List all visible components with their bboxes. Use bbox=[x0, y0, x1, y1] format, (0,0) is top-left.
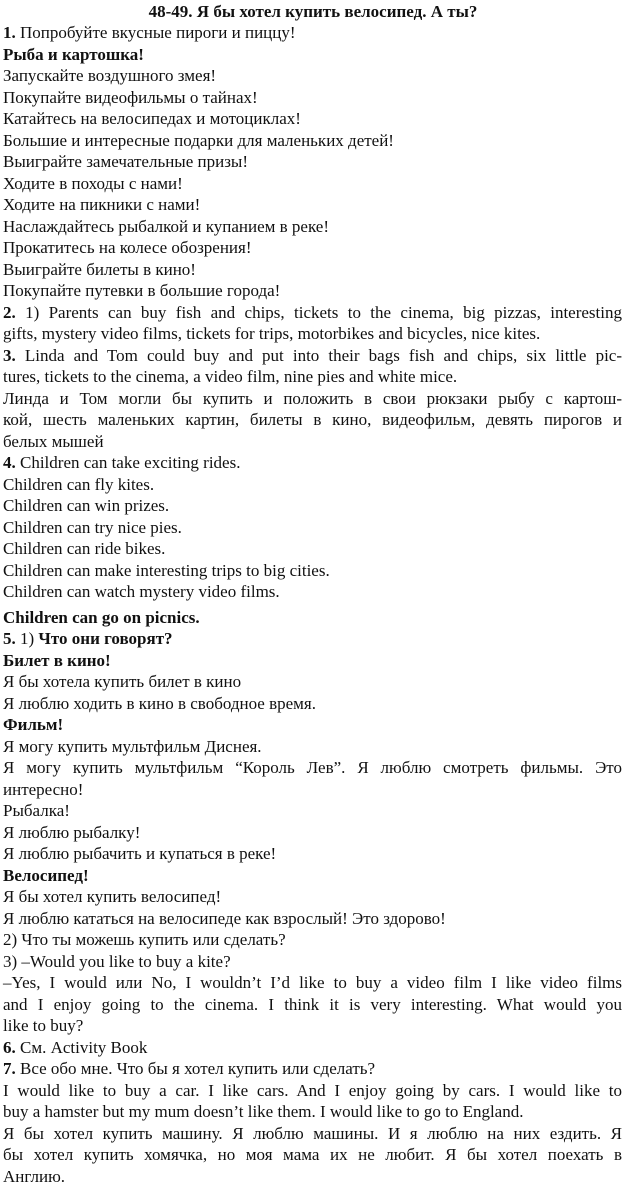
text-line bbox=[3, 757, 622, 779]
line-text: Англию. bbox=[3, 1167, 65, 1186]
text-line bbox=[3, 779, 622, 801]
text-line bbox=[3, 929, 622, 951]
line-text: Linda and Tom could buy and put into their bags fish and chips, six little pic- bbox=[16, 346, 622, 365]
line-text: кой, шесть маленьких картин, билеты в кино, видеофильм, девять пирогов и bbox=[3, 410, 622, 429]
text-line bbox=[3, 87, 622, 109]
bold-text: 2. bbox=[3, 303, 16, 322]
text-line bbox=[3, 1037, 622, 1059]
line-text: бы хотел купить хомячка, но моя мама их не любит. Я бы хотел поехать в bbox=[3, 1145, 622, 1164]
text-line bbox=[3, 1015, 622, 1037]
line-text: Я бы хотела купить билет в кино bbox=[3, 672, 241, 691]
line-text: Запускайте воздушного змея! bbox=[3, 66, 216, 85]
text-line bbox=[3, 736, 622, 758]
text-line bbox=[3, 822, 622, 844]
text-line bbox=[3, 388, 622, 410]
line-text: Children can take exciting rides. bbox=[16, 453, 241, 472]
text-line bbox=[3, 693, 622, 715]
bold-text: Children can go on picnics. bbox=[3, 608, 200, 627]
text-line bbox=[3, 452, 622, 474]
text-line bbox=[3, 865, 622, 887]
line-text: –Yes, I would или No, I wouldn’t I’d like to buy a video film I like video films bbox=[3, 973, 622, 992]
line-text: Я люблю рыбалку! bbox=[3, 823, 140, 842]
line-text: Я люблю ходить в кино в свободное время. bbox=[3, 694, 316, 713]
text-line bbox=[3, 538, 622, 560]
text-line bbox=[3, 280, 622, 302]
line-text: Ходите в походы с нами! bbox=[3, 174, 183, 193]
text-line bbox=[3, 1101, 622, 1123]
text-line bbox=[3, 517, 622, 539]
line-text: Покупайте видеофильмы о тайнах! bbox=[3, 88, 258, 107]
line-text: Я могу купить мультфильм Диснея. bbox=[3, 737, 262, 756]
text-line bbox=[3, 216, 622, 238]
line-text: Прокатитесь на колесе обозрения! bbox=[3, 238, 252, 257]
line-text: 1) Parents can buy fish and chips, tickets to the cinema, big pizzas, interesting bbox=[16, 303, 622, 322]
text-line bbox=[3, 1080, 622, 1102]
line-text: Children can ride bikes. bbox=[3, 539, 165, 558]
line-text: buy a hamster but my mum doesn’t like them. I would like to go to England. bbox=[3, 1102, 523, 1121]
text-line bbox=[3, 560, 622, 582]
line-text: Ходите на пикники с нами! bbox=[3, 195, 200, 214]
line-text: Попробуйте вкусные пироги и пиццу! bbox=[16, 23, 296, 42]
text-line bbox=[3, 886, 622, 908]
text-line bbox=[3, 22, 622, 44]
line-text: Наслаждайтесь рыбалкой и купанием в реке! bbox=[3, 217, 329, 236]
text-line bbox=[3, 908, 622, 930]
text-line bbox=[3, 1123, 622, 1145]
text-line bbox=[3, 581, 622, 603]
text-line bbox=[3, 650, 622, 672]
line-text: Рыбалка! bbox=[3, 801, 70, 820]
text-line bbox=[3, 194, 622, 216]
text-line bbox=[3, 151, 622, 173]
text-line bbox=[3, 607, 622, 629]
line-text: like to buy? bbox=[3, 1016, 83, 1035]
bold-text: Билет в кино! bbox=[3, 651, 111, 670]
line-text: Я бы хотел купить велосипед! bbox=[3, 887, 221, 906]
line-text: 2) Что ты можешь купить или сделать? bbox=[3, 930, 286, 949]
line-text: Линда и Том могли бы купить и положить в свои рюкзаки рыбу с картош- bbox=[3, 389, 622, 408]
bold-text: 3. bbox=[3, 346, 16, 365]
document-body bbox=[3, 22, 622, 1187]
text-line bbox=[3, 628, 622, 650]
line-text: Я могу купить мультфильм “Король Лев”. Я люблю смотреть фильмы. Это bbox=[3, 758, 622, 777]
line-text: Children can make interesting trips to big cities. bbox=[3, 561, 330, 580]
line-text: интересно! bbox=[3, 780, 83, 799]
line-text: Выиграйте билеты в кино! bbox=[3, 260, 196, 279]
line-text: 1) bbox=[16, 629, 39, 648]
line-text: Выиграйте замечательные призы! bbox=[3, 152, 248, 171]
text-line bbox=[3, 474, 622, 496]
line-text: Катайтесь на велосипедах и мотоциклах! bbox=[3, 109, 301, 128]
bold-text: Велосипед! bbox=[3, 866, 89, 885]
line-text: tures, tickets to the cinema, a video film, nine pies and white mice. bbox=[3, 367, 457, 386]
text-line bbox=[3, 409, 622, 431]
line-text: Я люблю кататься на велосипеде как взрослый! Это здорово! bbox=[3, 909, 446, 928]
text-line bbox=[3, 44, 622, 66]
text-line bbox=[3, 345, 622, 367]
text-line bbox=[3, 366, 622, 388]
bold-text: Фильм! bbox=[3, 715, 63, 734]
bold-text: 7. bbox=[3, 1059, 16, 1078]
text-line bbox=[3, 302, 622, 324]
bold-text: 6. bbox=[3, 1038, 16, 1057]
line-text: См. Activity Book bbox=[16, 1038, 148, 1057]
text-line bbox=[3, 431, 622, 453]
bold-text: Что они говорят? bbox=[38, 629, 172, 648]
text-line bbox=[3, 495, 622, 517]
line-text: Все обо мне. Что бы я хотел купить или сделать? bbox=[16, 1059, 375, 1078]
line-text: Children can watch mystery video films. bbox=[3, 582, 280, 601]
line-text: белых мышей bbox=[3, 432, 104, 451]
line-text: Children can fly kites. bbox=[3, 475, 154, 494]
line-text: I would like to buy a car. I like cars. And I enjoy going by cars. I would like to bbox=[3, 1081, 622, 1100]
bold-text: Рыба и картошка! bbox=[3, 45, 144, 64]
line-text: 3) –Would you like to buy a kite? bbox=[3, 952, 231, 971]
line-text: gifts, mystery video films, tickets for trips, motorbikes and bicycles, nice kites. bbox=[3, 324, 540, 343]
line-text: Children can win prizes. bbox=[3, 496, 169, 515]
bold-text: 5. bbox=[3, 629, 16, 648]
text-line bbox=[3, 65, 622, 87]
line-text: Я люблю рыбачить и купаться в реке! bbox=[3, 844, 276, 863]
text-line bbox=[3, 259, 622, 281]
text-line bbox=[3, 108, 622, 130]
text-line bbox=[3, 173, 622, 195]
text-line bbox=[3, 994, 622, 1016]
line-text: Большие и интересные подарки для маленьких детей! bbox=[3, 131, 394, 150]
bold-text: 1. bbox=[3, 23, 16, 42]
text-line bbox=[3, 1058, 622, 1080]
text-line bbox=[3, 671, 622, 693]
text-line bbox=[3, 972, 622, 994]
text-line bbox=[3, 237, 622, 259]
text-line bbox=[3, 323, 622, 345]
line-text: Покупайте путевки в большие города! bbox=[3, 281, 280, 300]
line-text: Children can try nice pies. bbox=[3, 518, 182, 537]
page-title: 48-49. Я бы хотел купить велосипед. А ты? bbox=[0, 1, 626, 23]
text-line bbox=[3, 843, 622, 865]
line-text: Я бы хотел купить машину. Я люблю машины. И я люблю на них ездить. Я bbox=[3, 1124, 622, 1143]
bold-text: 4. bbox=[3, 453, 16, 472]
text-line bbox=[3, 800, 622, 822]
text-line bbox=[3, 951, 622, 973]
text-line bbox=[3, 1144, 622, 1166]
text-line bbox=[3, 130, 622, 152]
text-line bbox=[3, 714, 622, 736]
line-text: and I enjoy going to the cinema. I think it is very interesting. What would you bbox=[3, 995, 622, 1014]
text-line bbox=[3, 1166, 622, 1187]
